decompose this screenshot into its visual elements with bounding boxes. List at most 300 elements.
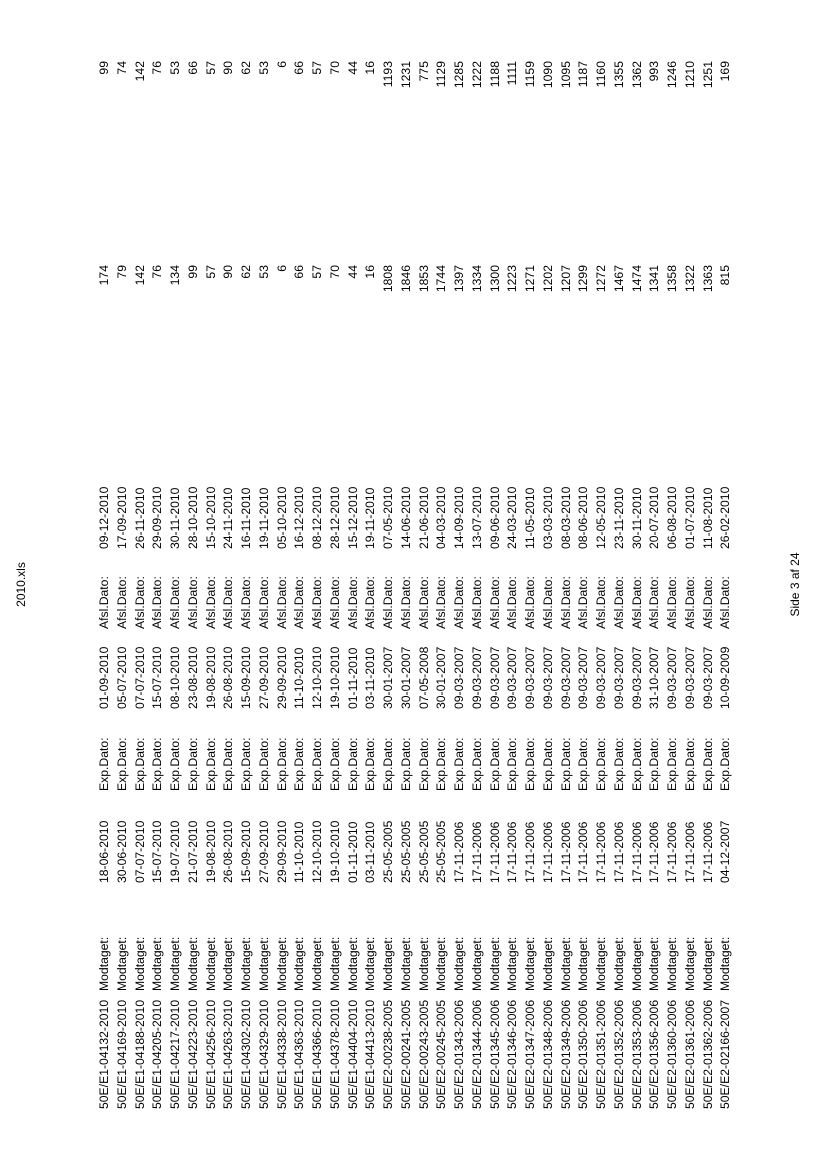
closed-date: 10-09-2009 xyxy=(718,646,733,709)
table-row xyxy=(238,0,256,1169)
closed-date-label: Afsl.Dato: xyxy=(327,576,342,629)
final-date: 26-02-2010 xyxy=(718,486,733,549)
days-remaining: 1187 xyxy=(576,61,591,88)
received-date: 19-10-2010 xyxy=(327,820,342,883)
days-total: 16 xyxy=(363,265,378,279)
closed-date-label: Afsl.Dato: xyxy=(416,576,431,629)
received-date: 25-05-2005 xyxy=(381,820,395,883)
final-date: 14-06-2010 xyxy=(398,486,413,549)
days-remaining: 62 xyxy=(239,61,253,75)
closed-date: 15-09-2010 xyxy=(239,646,253,709)
exp-date-label: Exp.Dato: xyxy=(221,737,236,791)
received-label: Modtaget: xyxy=(114,936,129,991)
closed-date: 03-11-2010 xyxy=(363,647,378,709)
table-row xyxy=(593,0,611,1169)
received-date: 17-11-2006 xyxy=(558,821,573,883)
final-date: 19-11-2010 xyxy=(363,487,378,549)
received-label: Modtaget: xyxy=(718,936,733,991)
closed-date-label: Afsl.Dato: xyxy=(611,576,626,629)
closed-date: 19-10-2010 xyxy=(327,646,342,709)
table-row xyxy=(220,0,238,1169)
closed-date: 08-10-2010 xyxy=(168,646,182,709)
table-row xyxy=(114,0,132,1169)
days-total: 1358 xyxy=(665,265,679,293)
closed-date-label: Afsl.Dato: xyxy=(558,576,573,629)
final-date: 30-11-2010 xyxy=(168,487,182,549)
received-date: 01-11-2010 xyxy=(345,821,360,883)
days-remaining: 99 xyxy=(97,61,111,75)
received-date: 17-11-2006 xyxy=(523,821,537,883)
case-id: 50E/E2-01346-2006 xyxy=(505,999,520,1109)
case-id: 50E/E1-04217-2010 xyxy=(168,999,182,1109)
table-row xyxy=(646,0,664,1169)
closed-date-label: Afsl.Dato: xyxy=(114,576,129,629)
days-total: 62 xyxy=(239,265,253,279)
closed-date: 05-07-2010 xyxy=(114,646,129,709)
received-label: Modtaget: xyxy=(327,936,342,991)
final-date: 11-05-2010 xyxy=(523,487,537,549)
exp-date-label: Exp.Dato: xyxy=(540,737,555,791)
received-label: Modtaget: xyxy=(274,936,289,991)
closed-date: 19-08-2010 xyxy=(203,646,218,709)
table-row xyxy=(540,0,558,1169)
received-date: 19-07-2010 xyxy=(168,820,182,883)
table-row xyxy=(96,0,114,1169)
exp-date-label: Exp.Dato: xyxy=(327,737,342,791)
closed-date-label: Afsl.Dato: xyxy=(540,576,555,629)
days-remaining: 1285 xyxy=(452,61,466,89)
closed-date: 29-09-2010 xyxy=(274,646,289,709)
table-row xyxy=(682,0,700,1169)
case-id: 50E/E2-01344-2006 xyxy=(469,999,484,1109)
closed-date-label: Afsl.Dato: xyxy=(505,576,520,629)
days-remaining: 1188 xyxy=(487,61,502,88)
table-row xyxy=(522,0,540,1169)
exp-date-label: Exp.Dato: xyxy=(665,737,679,791)
exp-date-label: Exp.Dato: xyxy=(132,737,147,791)
received-label: Modtaget: xyxy=(203,936,218,991)
closed-date: 09-03-2007 xyxy=(523,646,537,709)
closed-date: 09-03-2007 xyxy=(665,646,679,709)
table-row xyxy=(345,0,363,1169)
table-row xyxy=(167,0,185,1169)
days-total: 44 xyxy=(345,265,360,279)
final-date: 08-12-2010 xyxy=(310,486,324,549)
days-total: 79 xyxy=(114,265,129,279)
closed-date-label: Afsl.Dato: xyxy=(682,576,697,629)
exp-date-label: Exp.Dato: xyxy=(629,737,644,791)
received-label: Modtaget: xyxy=(416,936,431,991)
final-date: 14-09-2010 xyxy=(452,486,466,549)
exp-date-label: Exp.Dato: xyxy=(718,737,733,791)
days-total: 57 xyxy=(203,265,218,279)
days-remaining: 57 xyxy=(203,61,218,75)
received-date: 18-06-2010 xyxy=(97,820,111,883)
closed-date-label: Afsl.Dato: xyxy=(523,576,537,629)
final-date: 20-07-2010 xyxy=(647,486,662,549)
days-total: 1299 xyxy=(576,265,591,293)
days-total: 815 xyxy=(718,265,733,286)
received-label: Modtaget: xyxy=(381,936,395,991)
table-row xyxy=(362,0,380,1169)
received-label: Modtaget: xyxy=(540,936,555,991)
case-id: 50E/E2-01356-2006 xyxy=(647,999,662,1109)
final-date: 16-12-2010 xyxy=(292,486,307,549)
days-total: 1334 xyxy=(469,265,484,293)
days-total: 1322 xyxy=(682,265,697,293)
received-label: Modtaget: xyxy=(185,936,200,991)
closed-date: 30-01-2007 xyxy=(381,646,395,709)
closed-date-label: Afsl.Dato: xyxy=(594,576,608,629)
closed-date-label: Afsl.Dato: xyxy=(185,576,200,629)
table-row xyxy=(416,0,434,1169)
closed-date: 09-03-2007 xyxy=(505,646,520,709)
case-id: 50E/E1-04338-2010 xyxy=(274,999,289,1109)
days-remaining: 57 xyxy=(310,61,324,75)
days-total: 1853 xyxy=(416,265,431,293)
days-total: 1300 xyxy=(487,265,502,293)
final-date: 16-11-2010 xyxy=(239,487,253,549)
exp-date-label: Exp.Dato: xyxy=(381,737,395,791)
exp-date-label: Exp.Dato: xyxy=(310,737,324,791)
closed-date: 27-09-2010 xyxy=(256,646,271,709)
days-total: 1272 xyxy=(594,265,608,293)
table-row xyxy=(451,0,469,1169)
days-total: 57 xyxy=(310,265,324,279)
closed-date: 07-07-2010 xyxy=(132,646,147,709)
table-row xyxy=(575,0,593,1169)
exp-date-label: Exp.Dato: xyxy=(345,737,360,791)
days-remaining: 53 xyxy=(256,61,271,75)
case-id: 50E/E1-04263-2010 xyxy=(221,999,236,1109)
exp-date-label: Exp.Dato: xyxy=(114,737,129,791)
exp-date-label: Exp.Dato: xyxy=(700,737,715,791)
closed-date-label: Afsl.Dato: xyxy=(434,576,449,629)
received-date: 17-11-2006 xyxy=(594,821,608,883)
closed-date: 09-03-2007 xyxy=(540,646,555,709)
days-remaining: 169 xyxy=(718,61,733,82)
received-label: Modtaget: xyxy=(363,936,378,991)
received-date: 17-11-2006 xyxy=(629,821,644,883)
received-date: 03-11-2010 xyxy=(363,821,378,883)
days-total: 1744 xyxy=(434,265,449,293)
final-date: 26-11-2010 xyxy=(132,487,147,549)
received-label: Modtaget: xyxy=(682,936,697,991)
case-id: 50E/E2-01353-2006 xyxy=(629,999,644,1109)
final-date: 08-06-2010 xyxy=(576,486,591,549)
closed-date: 15-07-2010 xyxy=(150,646,165,709)
closed-date-label: Afsl.Dato: xyxy=(629,576,644,629)
days-total: 99 xyxy=(185,265,200,279)
exp-date-label: Exp.Dato: xyxy=(203,737,218,791)
received-label: Modtaget: xyxy=(523,936,537,991)
days-remaining: 70 xyxy=(327,61,342,75)
case-id: 50E/E1-04413-2010 xyxy=(363,999,378,1109)
days-total: 1202 xyxy=(540,265,555,293)
table-row xyxy=(149,0,167,1169)
case-id: 50E/E2-00243-2005 xyxy=(416,999,431,1109)
closed-date: 31-10-2007 xyxy=(647,646,662,709)
exp-date-label: Exp.Dato: xyxy=(594,737,608,791)
case-id: 50E/E1-04404-2010 xyxy=(345,999,360,1109)
final-date: 11-08-2010 xyxy=(700,487,715,549)
received-date: 30-06-2010 xyxy=(114,820,129,883)
received-date: 21-07-2010 xyxy=(185,820,200,883)
closed-date: 23-08-2010 xyxy=(185,646,200,709)
closed-date-label: Afsl.Dato: xyxy=(381,576,395,629)
closed-date-label: Afsl.Dato: xyxy=(292,576,307,629)
case-id: 50E/E1-04256-2010 xyxy=(203,999,218,1109)
days-total: 53 xyxy=(256,265,271,279)
final-date: 06-08-2010 xyxy=(665,486,679,549)
closed-date-label: Afsl.Dato: xyxy=(452,576,466,629)
closed-date: 09-03-2007 xyxy=(558,646,573,709)
received-date: 27-09-2010 xyxy=(256,820,271,883)
days-remaining: 1362 xyxy=(629,61,644,89)
exp-date-label: Exp.Dato: xyxy=(274,737,289,791)
days-remaining: 90 xyxy=(221,61,236,75)
case-id: 50E/E2-02166-2007 xyxy=(718,999,733,1109)
days-remaining: 44 xyxy=(345,61,360,75)
received-label: Modtaget: xyxy=(469,936,484,991)
final-date: 24-11-2010 xyxy=(221,487,236,549)
received-date: 17-11-2006 xyxy=(576,821,591,883)
case-id: 50E/E2-01350-2006 xyxy=(576,999,591,1109)
exp-date-label: Exp.Dato: xyxy=(487,737,502,791)
days-remaining: 1231 xyxy=(398,61,413,89)
received-label: Modtaget: xyxy=(97,936,111,991)
page-number-footer: Side 3 af 24 xyxy=(788,552,802,617)
final-date: 07-05-2010 xyxy=(381,486,395,549)
received-date: 11-10-2010 xyxy=(292,821,307,883)
final-date: 09-12-2010 xyxy=(97,486,111,549)
days-remaining: 142 xyxy=(132,61,147,82)
days-remaining: 76 xyxy=(150,61,165,75)
days-remaining: 16 xyxy=(363,61,378,75)
closed-date: 09-03-2007 xyxy=(469,646,484,709)
days-total: 1341 xyxy=(647,265,662,293)
exp-date-label: Exp.Dato: xyxy=(576,737,591,791)
closed-date-label: Afsl.Dato: xyxy=(132,576,147,629)
days-total: 1467 xyxy=(611,265,626,293)
closed-date-label: Afsl.Dato: xyxy=(345,576,360,629)
days-total: 1271 xyxy=(523,265,537,293)
closed-date-label: Afsl.Dato: xyxy=(700,576,715,629)
days-total: 1223 xyxy=(505,265,520,293)
exp-date-label: Exp.Dato: xyxy=(292,737,307,791)
case-id: 50E/E2-00238-2005 xyxy=(381,999,395,1109)
final-date: 30-11-2010 xyxy=(629,487,644,549)
received-date: 17-11-2006 xyxy=(505,821,520,883)
days-remaining: 66 xyxy=(292,61,307,75)
final-date: 03-03-2010 xyxy=(540,486,555,549)
final-date: 09-06-2010 xyxy=(487,486,502,549)
case-id: 50E/E2-00245-2005 xyxy=(434,999,449,1109)
table-row xyxy=(433,0,451,1169)
case-id: 50E/E2-01347-2006 xyxy=(523,999,537,1109)
received-date: 17-11-2006 xyxy=(700,821,715,883)
records-table xyxy=(96,0,735,1169)
closed-date: 09-03-2007 xyxy=(452,646,466,709)
table-row xyxy=(611,0,629,1169)
closed-date: 26-08-2010 xyxy=(221,646,236,709)
case-id: 50E/E2-01349-2006 xyxy=(558,999,573,1109)
days-remaining: 1090 xyxy=(540,61,555,89)
final-date: 12-05-2010 xyxy=(594,486,608,549)
final-date: 15-12-2010 xyxy=(345,486,360,549)
received-date: 17-11-2006 xyxy=(469,821,484,883)
closed-date-label: Afsl.Dato: xyxy=(203,576,218,629)
received-label: Modtaget: xyxy=(434,936,449,991)
closed-date-label: Afsl.Dato: xyxy=(576,576,591,629)
closed-date: 09-03-2007 xyxy=(611,646,626,709)
exp-date-label: Exp.Dato: xyxy=(434,737,449,791)
days-total: 66 xyxy=(292,265,307,279)
closed-date-label: Afsl.Dato: xyxy=(647,576,662,629)
final-date: 01-07-2010 xyxy=(682,486,697,549)
received-label: Modtaget: xyxy=(239,936,253,991)
page-header-filename: 2010.xls xyxy=(14,562,28,607)
days-total: 90 xyxy=(221,265,236,279)
final-date: 05-10-2010 xyxy=(274,486,289,549)
received-date: 17-11-2006 xyxy=(540,821,555,883)
exp-date-label: Exp.Dato: xyxy=(558,737,573,791)
table-row xyxy=(664,0,682,1169)
closed-date: 09-03-2007 xyxy=(700,646,715,709)
final-date: 08-03-2010 xyxy=(558,486,573,549)
received-label: Modtaget: xyxy=(700,936,715,991)
final-date: 17-09-2010 xyxy=(114,486,129,549)
exp-date-label: Exp.Dato: xyxy=(523,737,537,791)
days-remaining: 1111 xyxy=(505,61,520,86)
days-remaining: 1246 xyxy=(665,61,679,89)
exp-date-label: Exp.Dato: xyxy=(150,737,165,791)
table-row xyxy=(274,0,292,1169)
table-row xyxy=(700,0,718,1169)
table-row xyxy=(291,0,309,1169)
days-remaining: 1251 xyxy=(700,61,715,89)
closed-date: 30-01-2007 xyxy=(398,646,413,709)
received-date: 25-05-2005 xyxy=(398,820,413,883)
received-date: 12-10-2010 xyxy=(310,820,324,883)
closed-date-label: Afsl.Dato: xyxy=(718,576,733,629)
received-label: Modtaget: xyxy=(576,936,591,991)
received-date: 15-09-2010 xyxy=(239,820,253,883)
days-remaining: 53 xyxy=(168,61,182,75)
days-remaining: 1355 xyxy=(611,61,626,89)
days-remaining: 1129 xyxy=(434,61,449,88)
case-id: 50E/E2-01343-2006 xyxy=(452,999,466,1109)
case-id: 50E/E2-01352-2006 xyxy=(611,999,626,1109)
table-row xyxy=(132,0,150,1169)
final-date: 04-03-2010 xyxy=(434,486,449,549)
received-label: Modtaget: xyxy=(611,936,626,991)
closed-date: 09-03-2007 xyxy=(629,646,644,709)
closed-date-label: Afsl.Dato: xyxy=(97,576,111,629)
received-date: 07-07-2010 xyxy=(132,820,147,883)
days-remaining: 1160 xyxy=(594,61,608,88)
closed-date-label: Afsl.Dato: xyxy=(665,576,679,629)
case-id: 50E/E1-04132-2010 xyxy=(97,999,111,1109)
days-total: 134 xyxy=(168,265,182,286)
received-date: 25-05-2005 xyxy=(416,820,431,883)
closed-date-label: Afsl.Dato: xyxy=(310,576,324,629)
final-date: 28-12-2010 xyxy=(327,486,342,549)
days-remaining: 1222 xyxy=(469,61,484,89)
table-row xyxy=(487,0,505,1169)
exp-date-label: Exp.Dato: xyxy=(647,737,662,791)
exp-date-label: Exp.Dato: xyxy=(611,737,626,791)
closed-date-label: Afsl.Dato: xyxy=(168,576,182,629)
received-label: Modtaget: xyxy=(505,936,520,991)
received-label: Modtaget: xyxy=(310,936,324,991)
received-label: Modtaget: xyxy=(256,936,271,991)
table-row xyxy=(717,0,735,1169)
case-id: 50E/E1-04302-2010 xyxy=(239,999,253,1109)
case-id: 50E/E1-04205-2010 xyxy=(150,999,165,1109)
received-label: Modtaget: xyxy=(345,936,360,991)
exp-date-label: Exp.Dato: xyxy=(505,737,520,791)
received-date: 17-11-2006 xyxy=(487,821,502,883)
final-date: 15-10-2010 xyxy=(203,486,218,549)
exp-date-label: Exp.Dato: xyxy=(416,737,431,791)
received-label: Modtaget: xyxy=(487,936,502,991)
received-date: 17-11-2006 xyxy=(611,821,626,883)
closed-date: 01-11-2010 xyxy=(345,647,360,709)
final-date: 28-10-2010 xyxy=(185,486,200,549)
days-total: 1363 xyxy=(700,265,715,293)
exp-date-label: Exp.Dato: xyxy=(469,737,484,791)
case-id: 50E/E1-04223-2010 xyxy=(185,999,200,1109)
days-total: 70 xyxy=(327,265,342,279)
exp-date-label: Exp.Dato: xyxy=(239,737,253,791)
table-row xyxy=(203,0,221,1169)
case-id: 50E/E2-01351-2006 xyxy=(594,999,608,1109)
closed-date: 09-03-2007 xyxy=(487,646,502,709)
received-label: Modtaget: xyxy=(221,936,236,991)
received-date: 25-05-2005 xyxy=(434,820,449,883)
closed-date-label: Afsl.Dato: xyxy=(150,576,165,629)
table-row xyxy=(256,0,274,1169)
table-row xyxy=(309,0,327,1169)
days-remaining: 74 xyxy=(114,61,129,75)
days-remaining: 6 xyxy=(274,61,289,68)
days-remaining: 66 xyxy=(185,61,200,75)
received-label: Modtaget: xyxy=(398,936,413,991)
received-date: 04-12-2007 xyxy=(718,820,733,883)
case-id: 50E/E2-00241-2005 xyxy=(398,999,413,1109)
days-remaining: 993 xyxy=(647,61,662,82)
received-label: Modtaget: xyxy=(150,936,165,991)
final-date: 29-09-2010 xyxy=(150,486,165,549)
received-date: 17-11-2006 xyxy=(452,821,466,883)
received-label: Modtaget: xyxy=(665,936,679,991)
days-total: 1474 xyxy=(629,265,644,293)
received-date: 29-09-2010 xyxy=(274,820,289,883)
received-label: Modtaget: xyxy=(168,936,182,991)
final-date: 24-03-2010 xyxy=(505,486,520,549)
days-total: 1808 xyxy=(381,265,395,293)
days-total: 76 xyxy=(150,265,165,279)
case-id: 50E/E2-01362-2006 xyxy=(700,999,715,1109)
final-date: 23-11-2010 xyxy=(611,487,626,549)
exp-date-label: Exp.Dato: xyxy=(168,737,182,791)
closed-date-label: Afsl.Dato: xyxy=(239,576,253,629)
days-remaining: 775 xyxy=(416,61,431,82)
table-row xyxy=(185,0,203,1169)
days-remaining: 1193 xyxy=(381,61,395,88)
closed-date: 12-10-2010 xyxy=(310,646,324,709)
